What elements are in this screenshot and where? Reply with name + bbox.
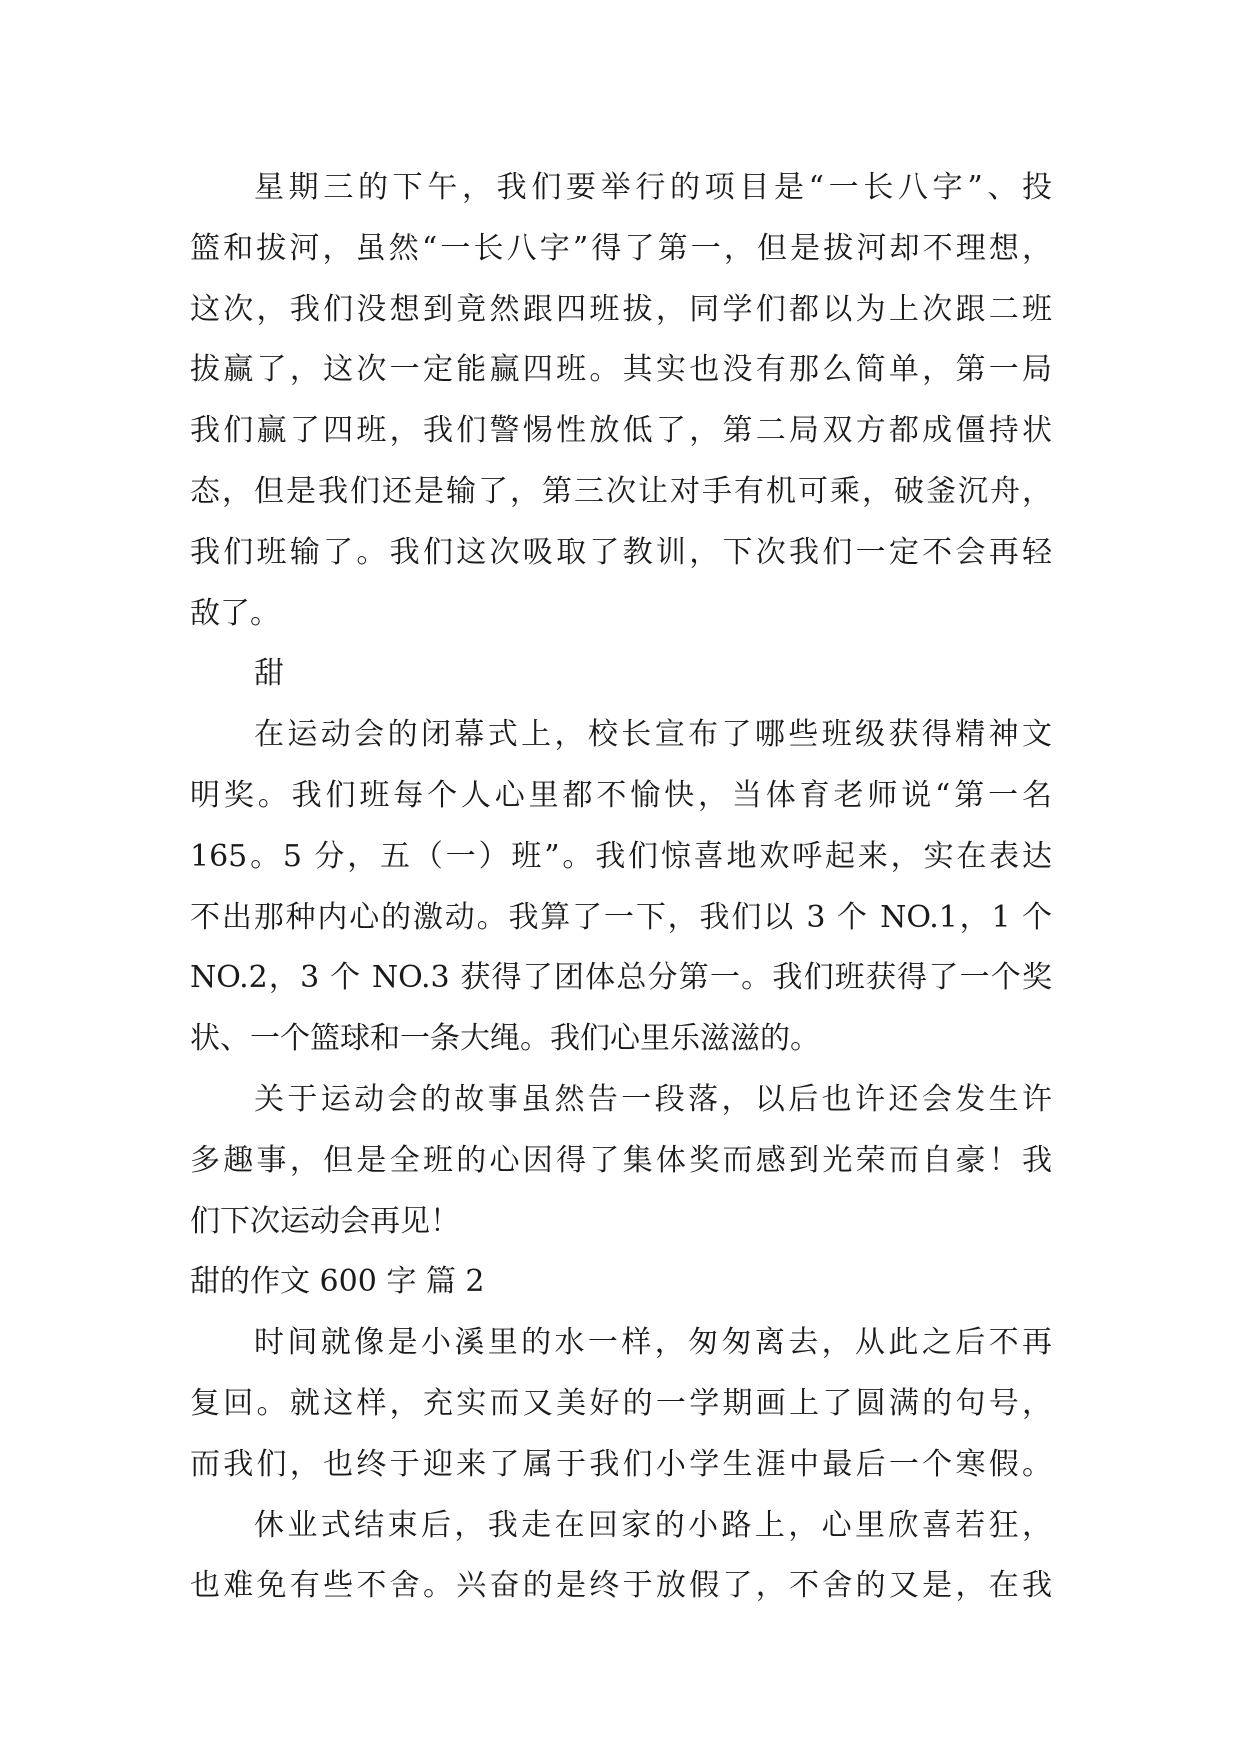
text-line: 复回。就这样，充实而又美好的一学期画上了圆满的句号， — [190, 1385, 1052, 1421]
text-line: 状、一个篮球和一条大绳。我们心里乐滋滋的。 — [190, 1021, 820, 1057]
text-line: 而我们，也终于迎来了属于我们小学生涯中最后一个寒假。 — [190, 1446, 1052, 1482]
paragraph — [190, 705, 1052, 1070]
text-line: 这次，我们没想到竟然跟四班拔，同学们都以为上次跟二班 — [190, 291, 1052, 327]
text-line: 也难免有些不舍。兴奋的是终于放假了，不舍的又是，在我 — [190, 1568, 1052, 1604]
text-line: NO.2，3 个 NO.3 获得了团体总分第一。我们班获得了一个奖 — [190, 960, 1052, 996]
text-line: 甜 — [254, 656, 284, 692]
text-line: 敌了。 — [190, 595, 280, 631]
document-body — [190, 158, 1052, 1617]
text-line: 态，但是我们还是输了，第三次让对手有机可乘，破釜沉舟， — [190, 473, 1052, 509]
text-line: 165。5 分，五（一）班”。我们惊喜地欢呼起来，实在表达 — [190, 838, 1052, 874]
text-line: 关于运动会的故事虽然告一段落，以后也许还会发生许 — [254, 1081, 1052, 1117]
section-heading — [190, 1252, 1052, 1313]
text-line: 星期三的下午，我们要举行的项目是“一长八字”、投 — [254, 170, 1052, 205]
text-line: 拔赢了，这次一定能赢四班。其实也没有那么简单，第一局 — [190, 352, 1052, 388]
paragraph — [190, 1070, 1052, 1252]
paragraph — [190, 1496, 1052, 1618]
text-line: 时间就像是小溪里的水一样，匆匆离去，从此之后不再 — [254, 1325, 1052, 1361]
text-line: 我们赢了四班，我们警惕性放低了，第二局双方都成僵持状 — [190, 413, 1052, 449]
paragraph — [190, 1313, 1052, 1495]
text-line: 明奖。我们班每个人心里都不愉快，当体育老师说“第一名 — [190, 777, 1052, 813]
paragraph — [190, 644, 1052, 705]
text-line: 不出那种内心的激动。我算了一下，我们以 3 个 NO.1，1 个 — [190, 899, 1052, 935]
text-line: 多趣事，但是全班的心因得了集体奖而感到光荣而自豪！我 — [190, 1142, 1052, 1178]
text-line: 们下次运动会再见！ — [190, 1203, 460, 1239]
text-line: 我们班输了。我们这次吸取了教训，下次我们一定不会再轻 — [190, 534, 1052, 570]
paragraph — [190, 158, 1052, 644]
text-line: 篮和拔河，虽然“一长八字”得了第一，但是拔河却不理想， — [190, 230, 1052, 266]
section-title: 甜的作文 600 字 篇 2 — [190, 1264, 485, 1300]
text-line: 在运动会的闭幕式上，校长宣布了哪些班级获得精神文 — [254, 717, 1052, 753]
text-line: 休业式结束后，我走在回家的小路上，心里欣喜若狂， — [254, 1507, 1052, 1543]
